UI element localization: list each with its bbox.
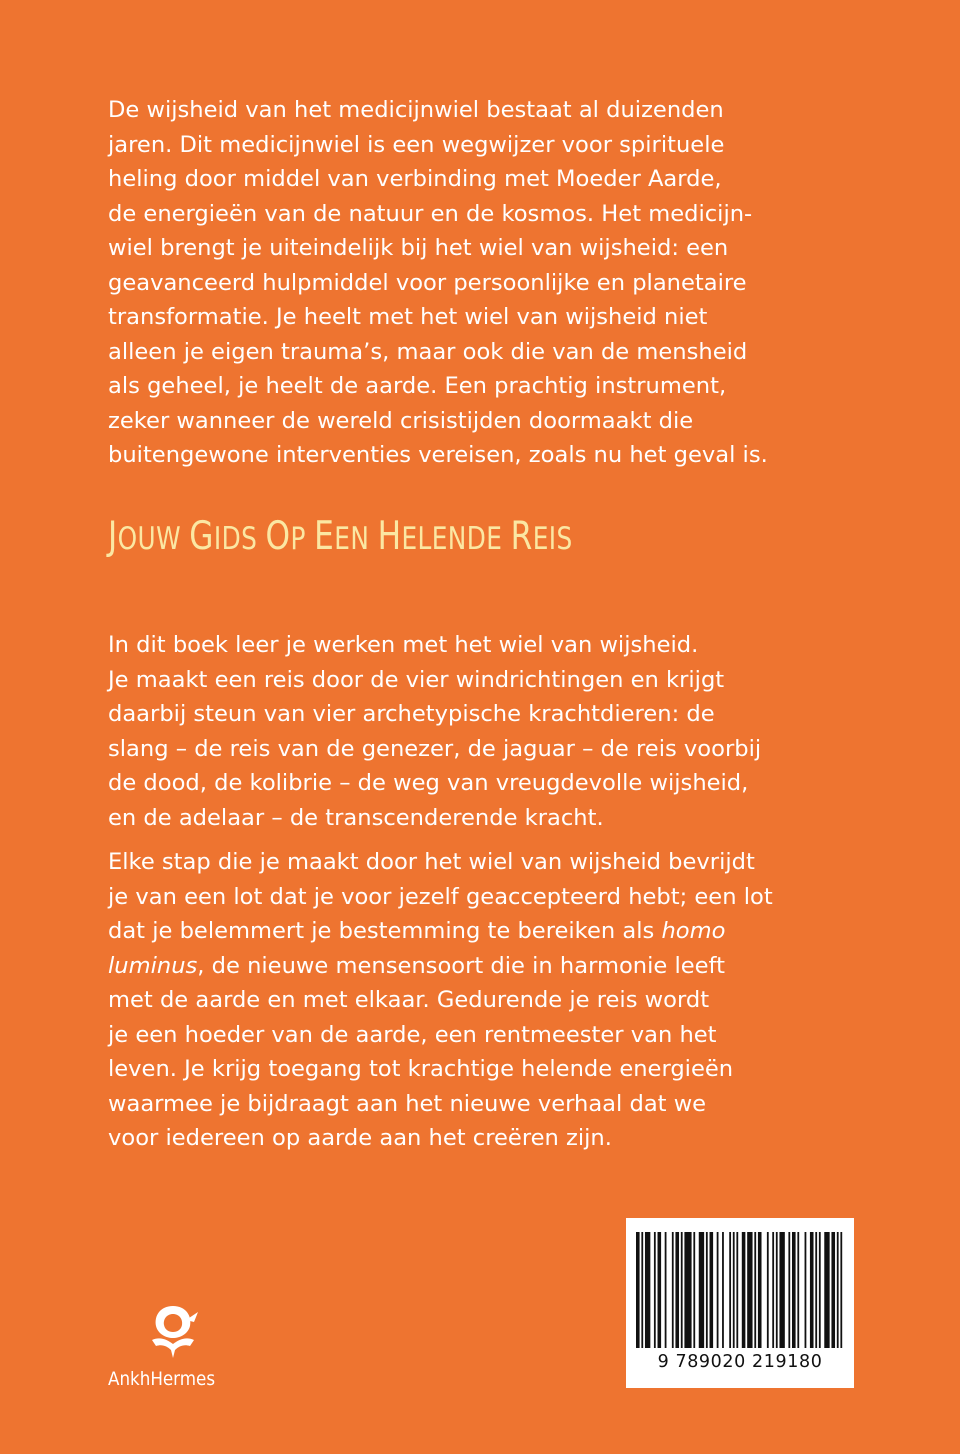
isbn-number: 9 789020 219180 <box>657 1352 823 1372</box>
barcode-bar <box>767 1232 769 1348</box>
intro-line: transformatie. Je heelt met het wiel van wijsheid niet <box>108 304 708 330</box>
intro-line: zeker wanneer de wereld crisistijden doormaakt die <box>108 407 694 434</box>
publisher-logo <box>100 1300 250 1400</box>
barcode-bar <box>717 1232 719 1348</box>
body2-line: waarmee je bijdraagt aan het nieuwe verhaal dat we <box>108 1090 707 1117</box>
barcode-bar <box>815 1232 817 1348</box>
body1-line: slang – de reis van de genezer, de jaguar – de reis voorbij <box>108 735 762 762</box>
barcode-bar <box>636 1232 640 1348</box>
barcode-bar <box>805 1232 807 1348</box>
barcode-bar <box>788 1232 790 1348</box>
body1-line: Je maakt een reis door de vier windrichtingen en krijgt <box>108 666 725 693</box>
body2-line: je een hoeder van de aarde, een rentmeester van het <box>108 1021 717 1048</box>
intro-paragraph <box>108 93 848 473</box>
intro-line: wiel brengt je uiteindelijk bij het wiel van wijsheid: een <box>108 235 729 261</box>
heading-part: E <box>314 514 335 559</box>
intro-line: buitengewone interventies vereisen, zoals nu het geval is. <box>108 442 768 468</box>
barcode-bar <box>742 1232 746 1348</box>
publisher-name: AnkhHermes <box>108 1368 216 1390</box>
isbn-barcode <box>626 1218 854 1388</box>
barcode-bar <box>654 1232 656 1348</box>
barcode-bar <box>675 1232 679 1348</box>
barcode-bar <box>819 1232 821 1348</box>
barcode-bar <box>641 1232 643 1348</box>
heading-part: IDS <box>213 521 266 557</box>
body1-line: de dood, de kolibrie – de weg van vreugdevolle wijsheid, <box>108 770 749 796</box>
barcode-bar <box>665 1232 667 1348</box>
barcode-bar <box>733 1232 735 1348</box>
heading-part: G <box>189 514 214 559</box>
body-paragraph-2 <box>108 845 848 1156</box>
barcode-bar <box>776 1232 778 1348</box>
body2-text: , de nieuwe mensensoort die in harmonie leeft <box>197 952 725 979</box>
body2-line: je van een lot dat je voor jezelf geaccepteerd hebt; een lot <box>108 883 773 910</box>
heading-part: J <box>108 514 118 559</box>
barcode-bar <box>706 1232 708 1348</box>
heading-part: H <box>377 514 402 559</box>
body2-line: leven. Je krijg toegang tot krachtige helende energieën <box>108 1056 734 1082</box>
barcode-bar <box>710 1232 714 1348</box>
barcode-bar <box>840 1232 842 1348</box>
body2-line <box>108 949 848 984</box>
barcode-bar <box>797 1232 799 1348</box>
barcode-bar <box>693 1232 695 1348</box>
barcode-bar <box>684 1232 691 1348</box>
intro-line: De wijsheid van het medicijnwiel bestaat al duizenden <box>108 97 724 123</box>
barcode-bar <box>824 1232 829 1348</box>
body2-line: voor iedereen op aarde aan het creëren zijn. <box>108 1125 612 1151</box>
body1-line: en de adelaar – de transcenderende kracht. <box>108 804 604 831</box>
heading-part: P <box>290 521 315 557</box>
barcode-bar <box>831 1232 835 1348</box>
heading-part: R <box>510 514 533 559</box>
heading-part: O <box>265 514 291 559</box>
barcode-bar <box>736 1232 738 1348</box>
barcode-bar <box>747 1232 752 1348</box>
body2-line <box>108 914 848 949</box>
barcode-bar <box>645 1232 650 1348</box>
body2-line: Elke stap die je maakt door het wiel van wijsheid bevrijdt <box>108 849 755 875</box>
barcode-bar <box>722 1232 724 1348</box>
body-paragraph-1 <box>108 628 848 835</box>
barcode-bar <box>754 1232 756 1348</box>
barcode-bar <box>810 1232 814 1348</box>
barcode-bar <box>681 1232 683 1348</box>
barcode-bar <box>729 1232 731 1348</box>
italic-term: homo <box>661 918 726 944</box>
barcode-bar <box>758 1232 762 1348</box>
ankhhermes-logo-icon <box>146 1300 200 1360</box>
intro-line: geavanceerd hulpmiddel voor persoonlijke en planetaire <box>108 269 747 296</box>
heading-part: EIS <box>532 521 573 557</box>
heading-part: ELENDE <box>401 521 511 557</box>
intro-line: jaren. Dit medicijnwiel is een wegwijzer voor spirituele <box>108 131 725 158</box>
barcode-bar <box>672 1232 674 1348</box>
intro-line: de energieën van de natuur en de kosmos. Het medicijn- <box>108 200 753 227</box>
heading-part: EN <box>334 521 378 557</box>
intro-line: alleen je eigen trauma’s, maar ook die van de mensheid <box>108 338 748 365</box>
italic-term: luminus <box>108 952 198 979</box>
body1-line: daarbij steun van vier archetypische krachtdieren: de <box>108 701 715 727</box>
body2-line: met de aarde en met elkaar. Gedurende je reis wordt <box>108 987 710 1013</box>
barcode-bar <box>658 1232 662 1348</box>
intro-line: heling door middel van verbinding met Moeder Aarde, <box>108 166 722 192</box>
intro-line: als geheel, je heelt de aarde. Een prachtig instrument, <box>108 373 727 399</box>
barcode-bar <box>792 1232 796 1348</box>
body2-text: dat je belemmert je bestemming te bereiken als <box>108 918 662 944</box>
barcode-bar <box>699 1232 704 1348</box>
barcode-bar <box>772 1232 774 1348</box>
barcode-bars <box>636 1232 844 1348</box>
body1-line: In dit boek leer je werken met het wiel van wijsheid. <box>108 632 699 658</box>
barcode-bar <box>837 1232 839 1348</box>
section-heading <box>108 512 573 564</box>
heading-part: OUW <box>117 521 190 557</box>
barcode-bar <box>779 1232 784 1348</box>
